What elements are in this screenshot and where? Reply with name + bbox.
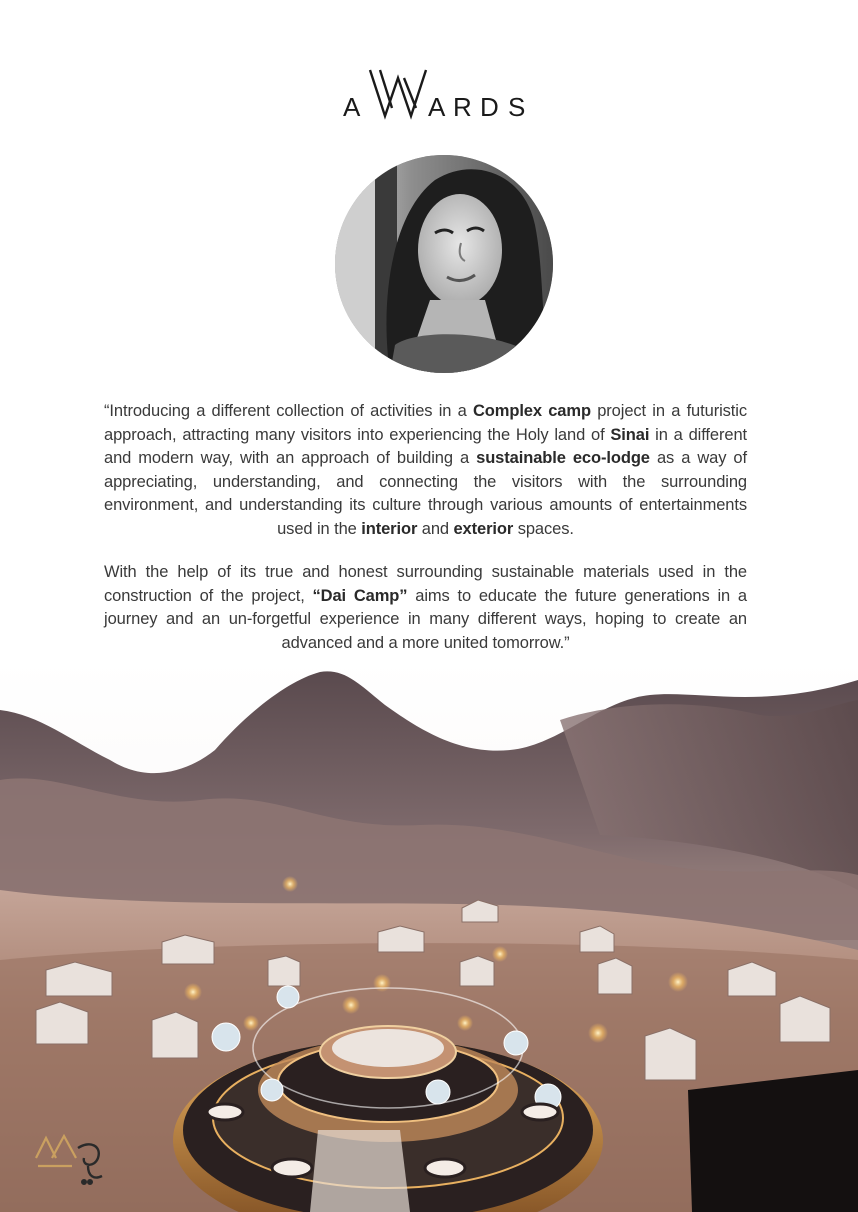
quote-emphasis: sustainable eco-lodge (476, 449, 650, 467)
wordmark-letter-a: A (343, 92, 367, 122)
quote-run: project in a futuristic approach, attracting many visitors into experiencing the Holy land of (104, 402, 748, 444)
corner-logo-icon (32, 1118, 108, 1188)
desert-camp-render (0, 660, 858, 1212)
awards-wordmark (0, 60, 858, 130)
quote-run: and (417, 519, 454, 538)
wordmark-letter-s: S (508, 92, 532, 122)
quote-run: “Introducing a different collection of activities in a (104, 402, 473, 420)
quote-run: spaces. (513, 519, 574, 538)
quote-emphasis: Complex camp (472, 402, 591, 420)
quote-paragraph-2 (104, 561, 747, 655)
wordmark-letter-w (370, 70, 426, 116)
quote-paragraph-1 (104, 400, 747, 541)
quote-text (104, 400, 747, 675)
portrait-photo (335, 155, 553, 373)
quote-emphasis: interior (361, 519, 418, 538)
foreground-block (688, 1070, 858, 1212)
quote-emphasis: Sinai (610, 425, 650, 444)
quote-run: as a way of appreciating, understanding, and connecting the visitors with the surrounding environment, and understanding its culture through various amounts of entertainments used in the (104, 449, 747, 538)
wordmark-letter-r1: A (428, 92, 452, 122)
wordmark-letter-d: D (480, 92, 505, 122)
wordmark-letter-r2: R (453, 92, 478, 122)
quote-emphasis: “Dai Camp” (312, 586, 408, 605)
quote-emphasis: exterior (453, 519, 514, 538)
quote-run: aims to educate the future generations in a journey and an un-forgetful experience in many different ways, hoping to create an advanced and a more united tomorrow.” (104, 586, 747, 652)
quote-run: With the help of its true and honest surrounding sustainable materials used in the construction of the project, (104, 563, 747, 605)
quote-run: in a different and modern way, with an approach of building a (104, 425, 748, 467)
